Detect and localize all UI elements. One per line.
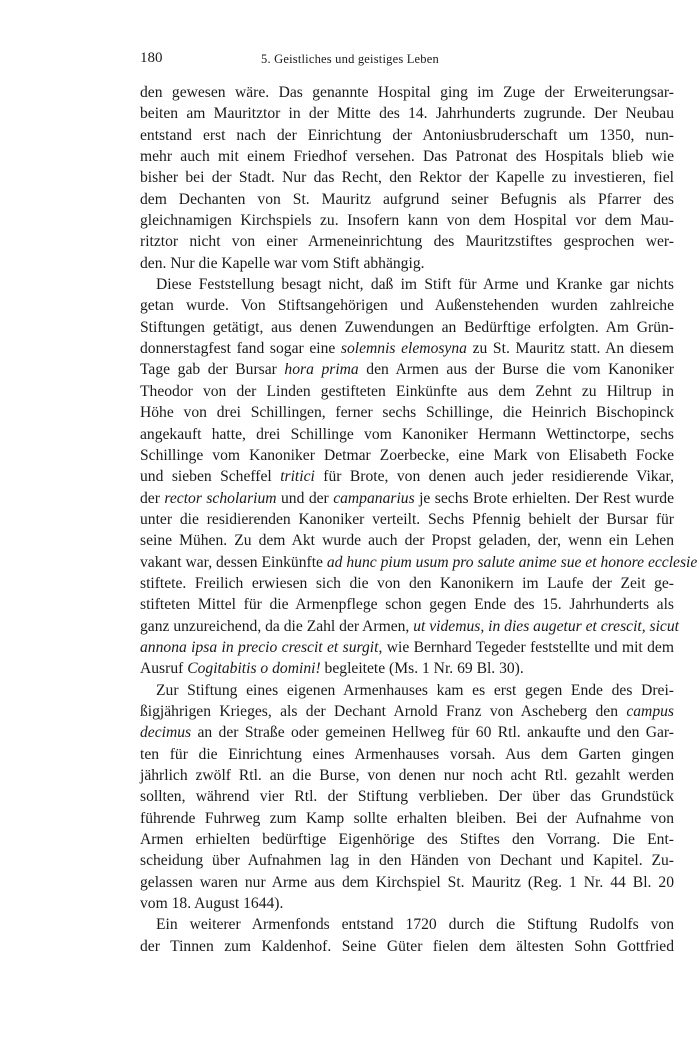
text-segment: Diese Feststellung besagt nicht, daß im Stift für Arme und Kranke gar nichts [156,276,674,294]
text-segment: den Armen aus der Burse die vom Kanoniker [358,361,675,379]
text-segment: entstand erst nach der Einrichtung der Antoniusbruderschaft um 1350, nun- [140,126,674,144]
text-line [140,808,674,829]
text-line [140,765,674,786]
text-segment: Ausruf [140,660,188,678]
text-line [140,936,674,957]
text-line [140,914,674,935]
text-line [140,786,674,807]
text-segment: ßigjährigen Krieges, als der Dechant Arnold Franz von Ascheberg den [140,702,627,720]
text-segment: und sieben Scheffel [140,468,281,486]
text-segment: vakant war, dessen Einkünfte [140,553,327,571]
text-segment: Höhe von drei Schillingen, ferner sechs Schillinge, die Heinrich Bischopinck [140,404,674,422]
text-line [140,488,674,509]
text-segment: Stiftungen getätigt, aus denen Zuwendungen an Bedürftige erfolgten. Am Grün- [140,318,674,336]
text-segment: gleichnamigen Kirchspiels zu. Insofern kann von dem Hospital vor dem Mau- [140,212,674,230]
text-segment: je sechs Brote erhielten. Der Rest wurde [414,489,675,507]
text-segment: dem Dechanten von St. Mauritz aufgrund seiner Befugnis als Pfarrer des [140,190,674,208]
paragraph [140,274,698,680]
text-segment: sollten, während vier Rtl. der Stiftung verblieben. Der über das Grundstück [140,788,674,806]
paragraph [140,914,674,957]
text-segment: Armen erhielten bedürftige Eigenhörige des Stiftes den Vorrang. Die Ent- [140,831,674,849]
text-segment: , wie Bernhard Tegeder feststellte und mit dem [378,638,674,656]
text-line [140,573,674,594]
text-line [140,82,674,103]
text-segment: Tage gab der Bursar [140,361,285,379]
text-line [140,210,674,231]
text-line [140,125,674,146]
text-line [140,103,674,124]
text-segment: gelassen waren nur Arme aus dem Kirchspiel St. Mauritz (Reg. 1 Nr. 44 Bl. 20 [140,873,674,891]
text-line [140,872,674,893]
text-line [140,850,674,871]
latin-phrase: rector scholarium [164,489,277,507]
text-line [140,231,674,252]
text-line [140,744,674,765]
text-line [140,424,674,445]
text-segment: vom 18. August 1644). [140,895,284,913]
text-line [140,552,698,573]
text-segment: unter die residierenden Kanoniker verteilt. Sechs Pfennig behielt der Bursar für [140,510,674,528]
latin-phrase: Cogitabitis o domini! [187,660,321,678]
text-segment: bisher bei der Stadt. Nur das Recht, den Rektor der Kapelle zu investieren, fiel [140,169,674,187]
text-line [140,338,674,359]
text-line [140,637,674,658]
page-header [140,50,560,70]
text-line [140,167,674,188]
latin-phrase: decimus [140,724,192,742]
text-line [140,701,674,722]
text-segment: und der [276,489,334,507]
text-line [140,253,674,274]
text-line [140,466,674,487]
text-segment: stiftete. Freilich erwiesen sich die von den Kanonikern im Laufe der Zeit ge- [140,574,674,592]
text-line [140,445,674,466]
text-segment: den gewesen wäre. Das genannte Hospital ging im Zuge der Erweiterungsar- [140,84,674,101]
text-line [140,893,674,914]
text-segment: der [140,489,165,507]
latin-phrase: campus [626,702,674,720]
text-segment: mehr auch mit einem Friedhof versehen. Das Patronat des Hospitals blieb wie [140,148,674,166]
text-line [140,402,674,423]
text-segment: jährlich zwölf Rtl. an die Burse, von denen nur noch acht Rtl. gezahlt werden [140,767,674,784]
text-segment: begleitete (Ms. 1 Nr. 69 Bl. 30). [320,660,524,678]
text-segment: führende Fuhrweg zum Kamp sollte erhalten bleiben. Bei der Aufnahme von [140,809,674,827]
text-line [140,829,674,850]
text-line [140,317,674,338]
text-line [140,658,674,679]
text-line [140,146,674,167]
text-line [140,359,674,380]
text-segment: für Brote, von denen auch jeder residierende Vikar, [314,468,674,486]
text-line [140,594,674,615]
text-segment: seine Mühen. Zu dem Akt wurde auch der Propst geladen, der, wenn ein Lehen [140,532,674,550]
text-segment: den. Nur die Kapelle war vom Stift abhängig. [140,254,425,272]
text-segment: ten für die Einrichtung eines Armenhauses vorsah. Aus dem Garten gingen [140,745,674,763]
latin-phrase: ad hunc pium usum pro salute anime sue et honore ecclesie [326,553,698,571]
text-segment: an der Straße oder gemeinen Hellweg für 60 Rtl. ankaufte und den Gar- [191,724,674,742]
text-segment: Zur Stiftung eines eigenen Armenhauses kam es erst gegen Ende des Drei- [156,681,674,699]
latin-phrase: tritici [280,468,315,486]
text-segment: ganz unzureichend, da die Zahl der Armen, [140,617,414,635]
text-line [140,509,674,530]
text-line [140,680,674,701]
text-segment: Schillinge vom Kanoniker Detmar Zoerbecke, eine Mark von Elisabeth Focke [140,446,674,464]
body-text [140,82,698,957]
latin-phrase: annona ipsa in precio crescit et surgit [140,638,379,656]
text-segment: stifteten Mittel für die Armenpflege schon gegen Ende des 15. Jahrhunderts als [140,596,674,614]
text-line [140,274,674,295]
text-segment: donnerstagfest fand sogar eine [140,340,341,358]
text-segment: scheidung über Aufnahmen lag in den Händen von Dechant und Kapitel. Zu- [140,852,674,870]
text-segment: ritztor nicht von einer Armeneinrichtung des Mauritzstiftes gesprochen wer- [140,233,674,251]
paragraph [140,680,674,915]
text-line [140,722,674,743]
text-line [140,189,674,210]
paragraph [140,82,674,274]
running-title: 5. Geistliches und geistiges Leben [261,52,439,66]
latin-phrase: hora prima [284,361,359,379]
text-line [140,295,674,316]
page-number: 180 [140,50,163,66]
latin-phrase: ut videmus, in dies augetur et crescit, sicut [413,617,679,635]
text-segment: getan wurde. Von Stiftsangehörigen und Außenstehenden wurden zahlreiche [140,297,674,315]
text-segment: angekauft hatte, drei Schillinge vom Kanoniker Hermann Wettinctorpe, sechs [140,425,674,443]
text-line [140,381,674,402]
latin-phrase: solemnis elemosyna [340,340,467,358]
text-segment: Ein weiterer Armenfonds entstand 1720 durch die Stiftung Rudolfs von [156,916,674,934]
text-segment: beiten am Mauritztor in der Mitte des 14. Jahrhunderts zugrunde. Der Neubau [140,105,674,123]
text-line [140,616,679,637]
latin-phrase: campanarius [333,489,415,507]
text-segment: Theodor von der Linden gestifteten Einkünfte aus dem Zehnt zu Hiltrup in [140,382,674,400]
text-segment: zu St. Mauritz statt. An diesem [466,340,674,358]
text-segment: der Tinnen zum Kaldenhof. Seine Güter fielen dem ältesten Sohn Gottfried [140,937,674,955]
text-line [140,530,674,551]
